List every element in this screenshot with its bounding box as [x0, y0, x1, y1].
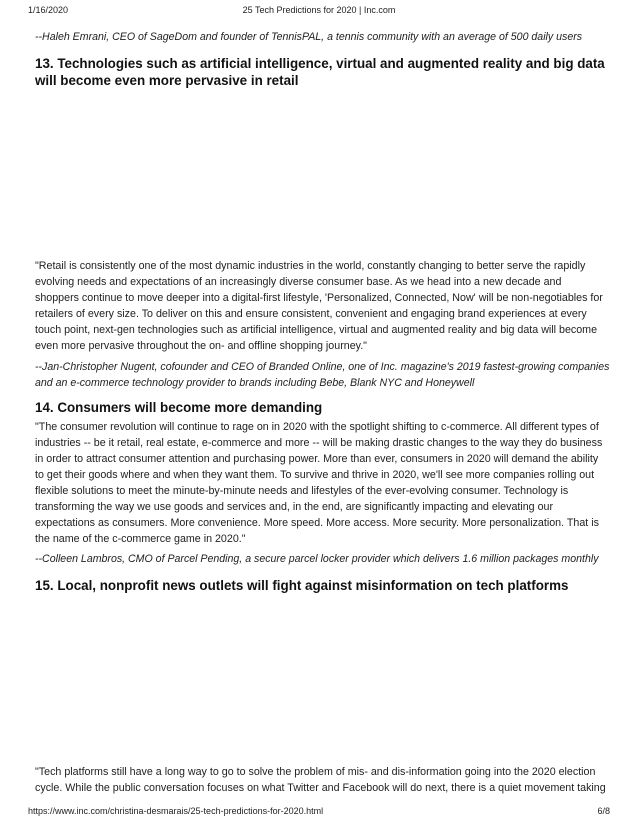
image-placeholder-15 [35, 600, 605, 750]
heading-13: 13. Technologies such as artificial intelligence, virtual and augmented reality and big data will become even more pervasive in retail [35, 56, 605, 88]
quote-13: "Retail is consistently one of the most dynamic industries in the world, constantly changing to better serve the rapidly evolving needs and expectations of an increasingly diverse consumer base. As we head into a new decade and shoppers continue to move deeper into a digital-first lifestyle, 'Personalized, Connected, Now' will be non-negotiables for retailers of every size. To deliver on this and ensure consistent, convenient and engaging brand experiences at every touch point, next-gen technologies such as artificial intelligence, virtual and augmented reality and big data will become even more pervasive throughout the on- and offline shopping journey." [35, 260, 603, 352]
print-url: https://www.inc.com/christina-desmarais/25-tech-predictions-for-2020.html [28, 806, 324, 816]
print-footer [0, 806, 638, 820]
print-header [0, 5, 638, 19]
attribution-12: --Haleh Emrani, CEO of SageDom and founder of TennisPAL, a tennis community with an average of 500 daily users [35, 31, 583, 43]
heading-15: 15. Local, nonprofit news outlets will fight against misinformation on tech platforms [35, 578, 569, 593]
page-number: 6/8 [597, 806, 610, 816]
quote-14: "The consumer revolution will continue to rage on in 2020 with the spotlight shifting to c-commerce. All different types of industries -- be it retail, real estate, e-commerce and more -- will be making drastic changes to the way they do business in order to attract consumer attention and purchasing power. More than ever, consumers in 2020 will demand the ability to get their goods where and when they want them. To survive and thrive in 2020, we'll see more companies rolling out flexible solutions to meet the minute-by-minute needs and lifestyles of the ever-evolving consumer. Technology is transforming the way we use goods and services and, in the end, are significantly impacting and elevating our expectations as consumers. More convenience. More speed. More access. More security. More personalization. That is the name of the c-commerce game in 2020." [35, 421, 603, 545]
print-page-title: 25 Tech Predictions for 2020 | Inc.com [242, 5, 396, 15]
attribution-14: --Colleen Lambros, CMO of Parcel Pending, a secure parcel locker provider which delivers 1.6 million packages monthly [35, 553, 599, 565]
image-placeholder-13 [35, 96, 605, 246]
print-date: 1/16/2020 [28, 5, 69, 15]
quote-15: "Tech platforms still have a long way to go to solve the problem of mis- and dis-information going into the 2020 election cycle. While the public conversation focuses on what Twitter and Facebook will do next, there is a quiet movement taking [35, 766, 606, 794]
attribution-13: --Jan-Christopher Nugent, cofounder and CEO of Branded Online, one of Inc. magazine's 2019 fastest-growing companies and an e-commerce technology provider to brands including Bebe, Blank NYC and Honeywell [35, 361, 610, 389]
heading-14: 14. Consumers will become more demanding [35, 400, 323, 415]
